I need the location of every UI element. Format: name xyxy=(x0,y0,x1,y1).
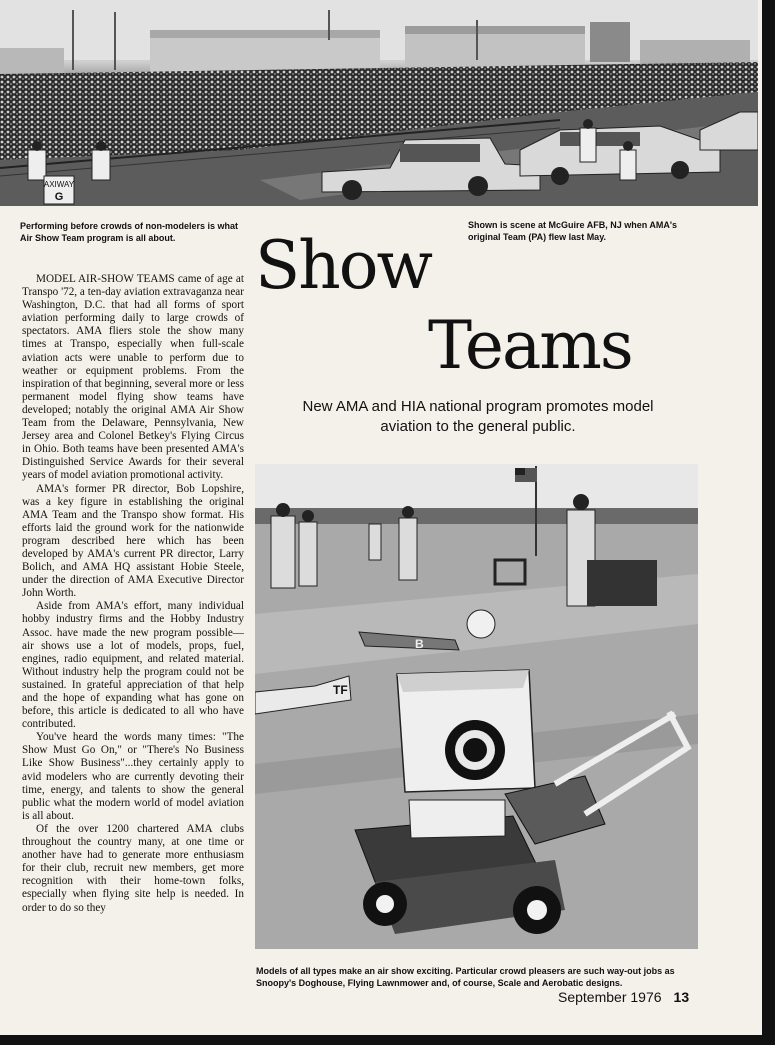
caption-top-left: Performing before crowds of non-modelers is what Air Show Team program is all about. xyxy=(20,221,239,243)
crowd-photo xyxy=(0,0,758,206)
body-paragraph: Aside from AMA's effort, many individual hobby industry firms and the Hobby Industry Assoc. have made the new program possible—air shows use a lot of models, props, fuel, engines, radio equipment, and related material. Without industry help the program could not be sustained. In grateful appreciation of that help and the hope of expanding what has gone on before, this article is dedicated to all who have contributed. xyxy=(22,600,244,731)
caption-bottom: Models of all types make an air show exciting. Particular crowd pleasers are such way-out jobs as Snoopy's Doghouse, Flying Lawnmower and, of course, Scale and Aerobatic designs. xyxy=(256,966,675,988)
crowd-photo-graphic xyxy=(0,0,758,206)
plane-marking: TF xyxy=(333,683,348,697)
taxiway-sign-letter: G xyxy=(54,191,64,203)
article-subtitle: New AMA and HIA national program promotes model aviation to the general public. xyxy=(302,398,654,435)
body-paragraph: AMA's former PR director, Bob Lopshire, was a key figure in establishing the original AMA Team and the Transpo show format. His efforts laid the ground work for the nationwide program described here which has been developed by AMA's current PR director, Larry Bolich, and AMA HQ assistant Hobie Steele, under the direction of AMA Executive Director John Worth. xyxy=(22,482,244,600)
issue-date: September 1976 xyxy=(558,989,662,1005)
body-paragraph: Of the over 1200 chartered AMA clubs throughout the country many, at one time or another have had to generate more enthusiasm for their club, recruit new members, get more recognition with their home-town folks, especially when flying site help is needed. In order to do so they xyxy=(22,822,244,914)
page-footer xyxy=(558,989,689,1005)
taxiway-sign-text: AXIWAY xyxy=(43,180,75,189)
title-line-1: Show xyxy=(255,227,431,304)
title-line-2: Teams xyxy=(428,307,632,384)
body-paragraph: You've heard the words many times: "The Show Must Go On," or "There's No Business Like Show Business"...they certainly apply to avid modelers who are currently devoting their time, energy, and talents to show the general public what the modern world of model aviation is all about. xyxy=(22,731,244,822)
page-number: 13 xyxy=(673,989,690,1005)
models-photo xyxy=(255,464,698,949)
plane-marking-2: B xyxy=(415,637,424,651)
models-photo-graphic xyxy=(255,464,698,949)
caption-top-right: Shown is scene at McGuire AFB, NJ when AMA's original Team (PA) flew last May. xyxy=(468,220,678,242)
article-body xyxy=(22,273,244,915)
body-paragraph: MODEL AIR-SHOW TEAMS came of age at Transpo '72, a ten-day aviation extravaganza near Washington, D.C. that had all forms of sport aviation performing daily to large crowds of spectators. AMA fliers stole the show many times at Transpo, especially when full-scale aviation acts were unable to perform due to weather or equipment problems. From the inspiration of that beginning, several more or less permanent model flying show teams have developed; notably the original AMA Air Show Team from the Delaware, Pennsylvania, New Jersey area and Colonel Betkey's Flying Circus in Ohio. Both teams have been presented AMA's Distinguished Service Awards for their several years of model aviation promotional activity. xyxy=(22,273,244,482)
